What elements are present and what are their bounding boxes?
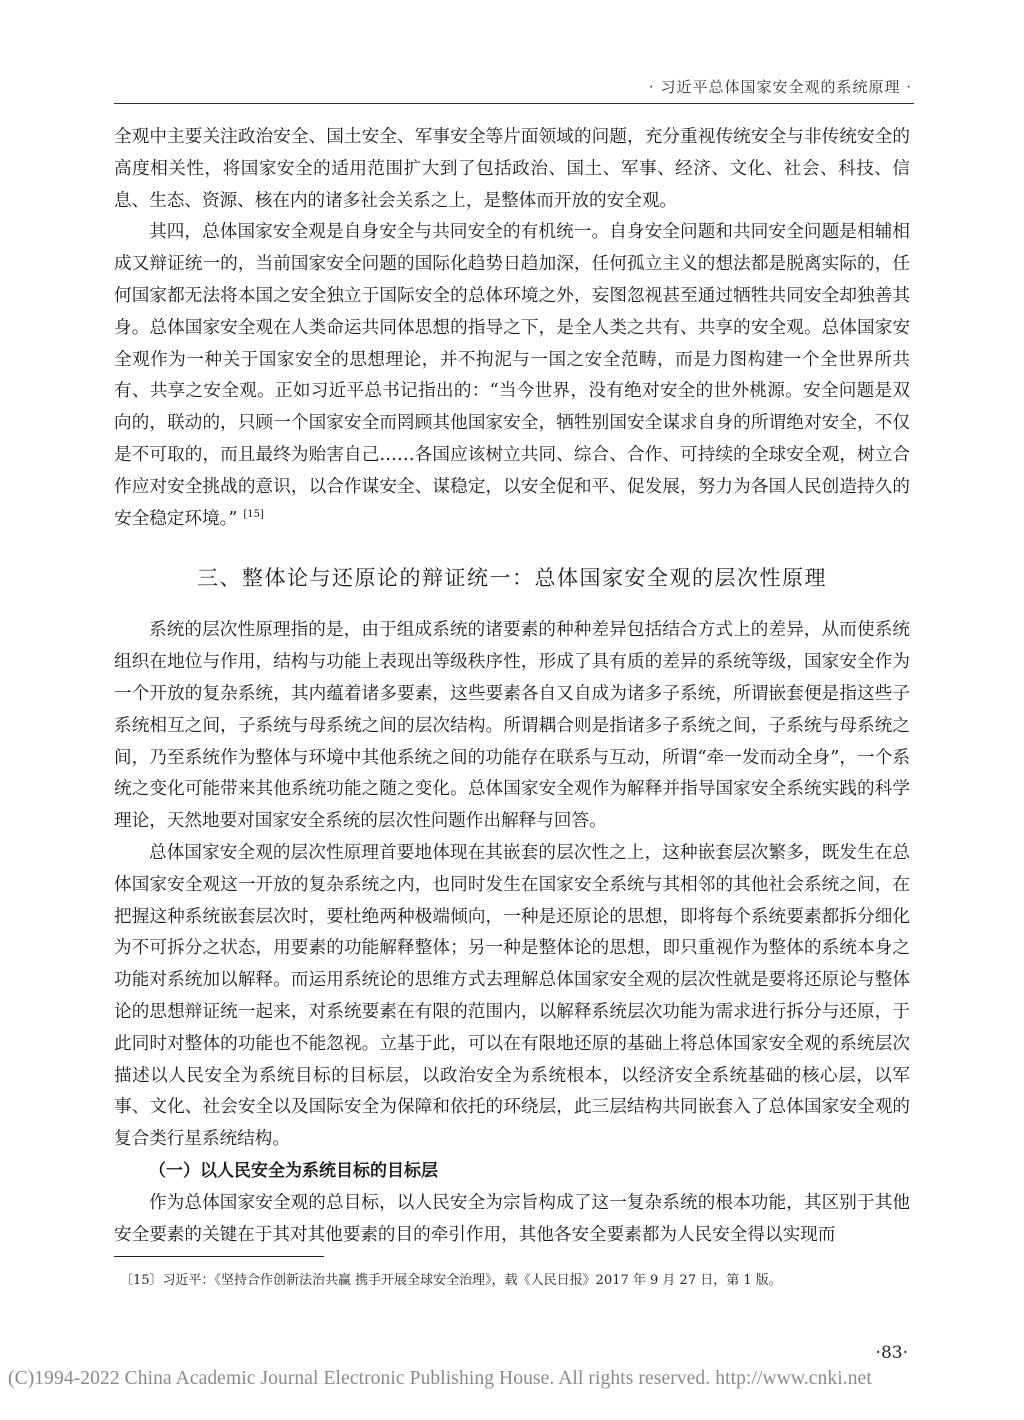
footnote-ref[interactable]: [15]	[243, 508, 264, 520]
section-title: 三、整体论与还原论的辩证统一：总体国家安全观的层次性原理	[197, 566, 827, 591]
paragraph: 全观中主要关注政治安全、国土安全、军事安全等片面领域的问题，充分重视传统安全与非传统安全的高度相关性，将国家安全的适用范围扩大到了包括政治、国土、军事、经济、文化、社会、科技、信息、生态、资源、核在内的诸多社会关系之上，是整体而开放的安全观。	[114, 127, 910, 211]
footnote-rule	[114, 1256, 324, 1257]
paragraph: 总体国家安全观的层次性原理首要地体现在其嵌套的层次性之上，这种嵌套层次繁多，既发生在总体国家安全观这一开放的复杂系统之内，也同时发生在国家安全系统与其相邻的其他社会系统之间，在把握这种系统嵌套层次时，要杜绝两种极端倾向，一种是还原论的思想，即将每个系统要素都拆分细化为不可拆分之状态，用要素的功能解释整体；另一种是整体论的思想，即只重视作为整体的系统本身之功能对系统加以解释。而运用系统论的思维方式去理解总体国家安全观的层次性就是要将还原论与整体论的思想辩证统一起来，对系统要素在有限的范围内，以解释系统层次功能为需求进行拆分与还原，于此同时对整体的功能也不能忽视。立基于此，可以在有限地还原的基础上将总体国家安全观的系统层次描述以人民安全为系统目标的目标层，以政治安全为系统根本，以经济安全系统基础的核心层，以军事、文化、社会安全以及国际安全为保障和依托的环绕层，此三层结构共同嵌套入了总体国家安全观的复合类行星系统结构。	[114, 842, 910, 1150]
paragraph: 系统的层次性原理指的是，由于组成系统的诸要素的种种差异包括结合方式上的差异，从而使系统组织在地位与作用，结构与功能上表现出等级秩序性，形成了具有质的差异的系统等级，国家安全作为一个开放的复杂系统，其内蕴着诸多要素，这些要素各自又自成为诸多子系统，所谓嵌套便是指这些子系统相互之间，子系统与母系统之间的层次结构。所谓耦合则是指诸多子系统之间，子系统与母系统之间，乃至系统作为整体与环境中其他系统之间的功能存在联系与互动，所谓“牵一发而动全身”，一个系统之变化可能带来其他系统功能之随之变化。总体国家安全观作为解释并指导国家安全系统实践的科学理论，天然地要对国家安全系统的层次性问题作出解释与回答。	[114, 620, 910, 832]
paragraph-text: 其四，总体国家安全观是自身安全与共同安全的有机统一。自身安全问题和共同安全问题是相辅相成又辩证统一的，当前国家安全问题的国际化趋势日趋加深，任何孤立主义的想法都是脱离实际的，任何国家都无法将本国之安全独立于国际安全的总体环境之外，妄图忽视甚至通过牺牲共同安全却独善其身。总体国家安全观在人类命运共同体思想的指导之下，是全人类之共有、共享的安全观。总体国家安全观作为一种关于国家安全的思想理论，并不拘泥与一国之安全范畴，而是力图构建一个全世界所共有、共享之安全观。正如习近平总书记指出的：“当今世界，没有绝对安全的世外桃源。安全问题是双向的，联动的，只顾一个国家安全而罔顾其他国家安全，牺牲别国安全谋求自身的所谓绝对安全，不仅是不可取的，而且最终为贻害自己……各国应该树立共同、综合、合作、可持续的全球安全观，树立合作应对安全挑战的意识，以合作谋安全、谋稳定，以安全促和平、促发展，努力为各国人民创造持久的安全稳定环境。”	[114, 222, 910, 529]
paragraph	[114, 217, 910, 535]
header-rule	[114, 103, 914, 104]
article-body	[114, 122, 910, 1251]
paragraph: 作为总体国家安全观的总目标，以人民安全为宗旨构成了这一复杂系统的根本功能，其区别于其他安全要素的关键在于其对其他要素的目的牵引作用，其他各安全要素都为人民安全得以实现而	[114, 1192, 910, 1245]
subsection-title: （一）以人民安全为系统目标的目标层	[149, 1160, 438, 1181]
copyright-watermark: (C)1994-2022 China Academic Journal Electronic Publishing House. All rights reserved. http://www.cnki.net	[8, 1368, 872, 1389]
page-number: ·83·	[875, 1343, 908, 1363]
footnote: 〔15〕习近平：《坚持合作创新法治共赢 携手开展全球安全治理》，载《人民日报》2017 年 9 月 27 日，第 1 版。	[120, 1273, 782, 1288]
running-head: · 习近平总体国家安全观的系统原理 ·	[648, 78, 912, 96]
